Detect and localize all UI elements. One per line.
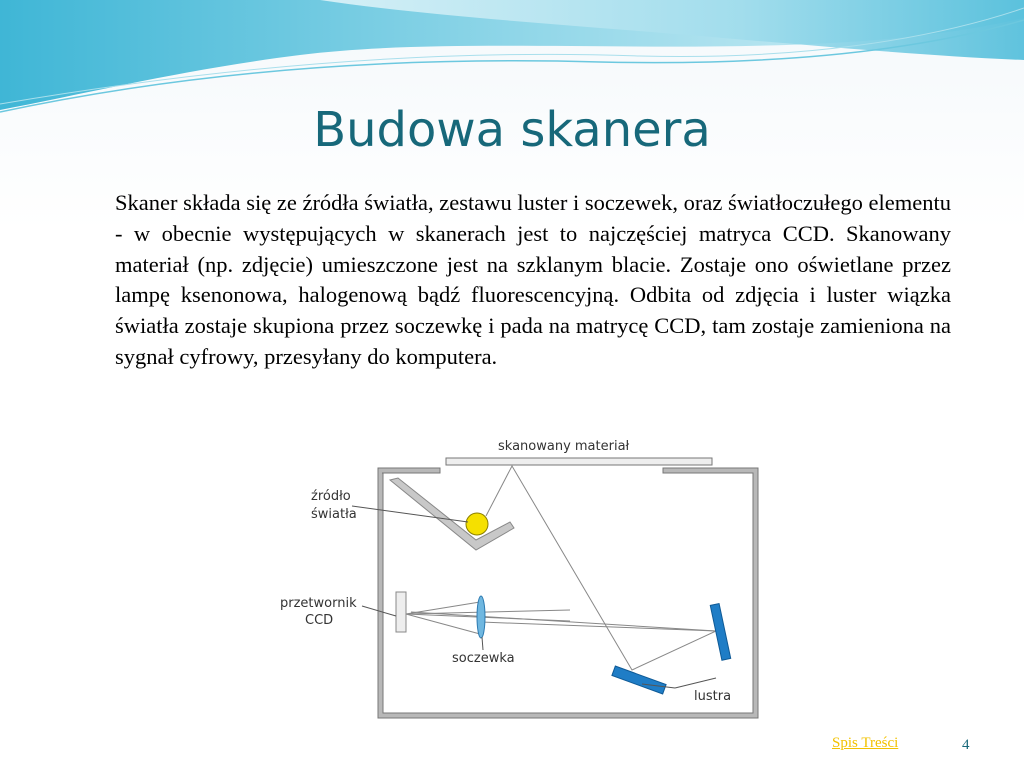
label-ccd-line2: CCD (305, 613, 334, 628)
scanner-diagram (280, 438, 760, 720)
slide-title: Budowa skanera (313, 102, 711, 158)
label-ccd-line1: przetwornik (280, 596, 357, 611)
label-mirrors: lustra (694, 689, 732, 704)
scanned-material (446, 458, 712, 465)
label-light-source-line2: światła (311, 507, 357, 522)
ccd-sensor (396, 592, 406, 632)
table-of-contents-link[interactable]: Spis Treści (832, 735, 899, 751)
label-scanned-material: skanowany materiał (498, 439, 630, 454)
label-light-source-line1: źródło (311, 489, 351, 504)
label-lens: soczewka (452, 651, 515, 666)
lamp-icon (466, 513, 488, 535)
body-paragraph: Skaner składa się ze źródła światła, zestawu luster i soczewek, oraz światłoczułego elementu - w obecnie występujących w skanerach jest to najczęściej matryca CCD. Skanowany materiał (np. zdjęcie) umieszczone jest na szklanym blacie. Zostaje ono oświetlane przez lampę ksenonowa, halogenową bądź fluorescencyjną. Odbita od zdjęcia i luster wiązka światła zostaje skupiona przez soczewkę i pada na matrycę CCD, tam zostaje zamieniona na sygnał cyfrowy, przesyłany do komputera. (115, 190, 951, 369)
page-number: 4 (962, 737, 970, 753)
lens-icon (477, 596, 485, 638)
